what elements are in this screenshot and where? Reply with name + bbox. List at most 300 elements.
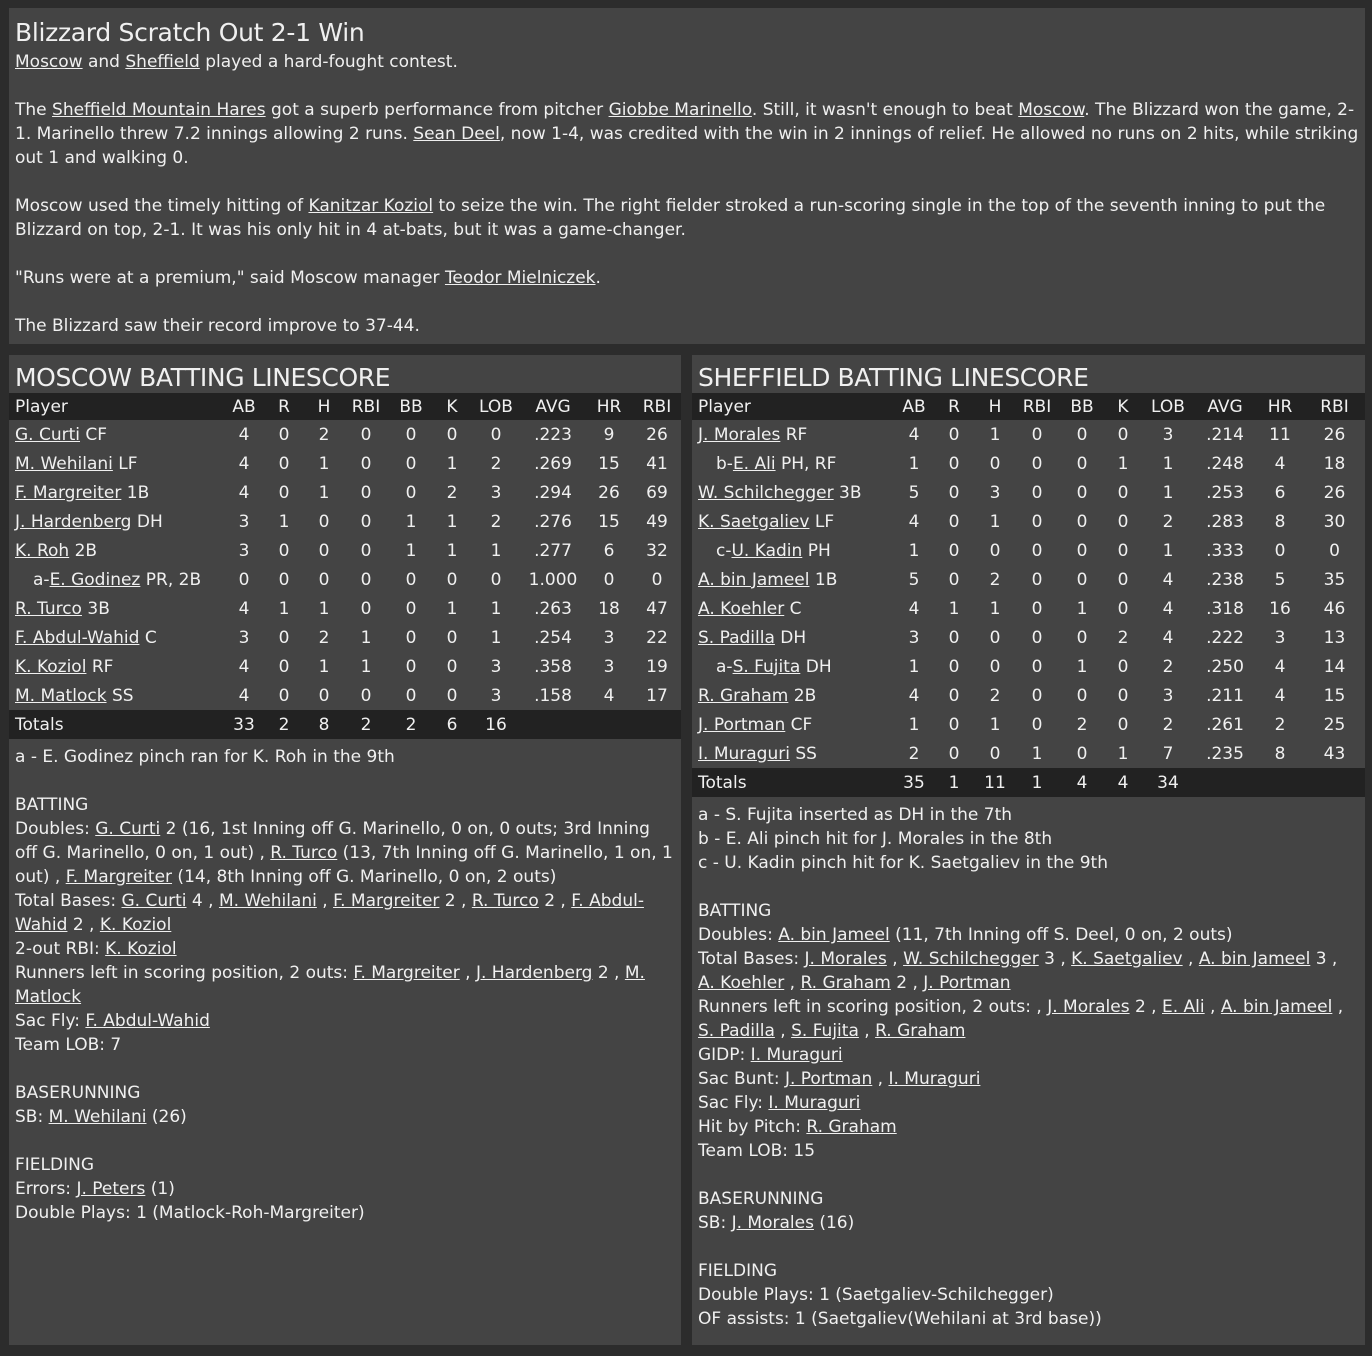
stat-h: 0 — [318, 540, 330, 561]
note-text: BATTING — [15, 795, 89, 815]
player-link-e-ali[interactable]: E. Ali — [732, 453, 776, 474]
player-link-i-muraguri[interactable]: I. Muraguri — [750, 1045, 843, 1065]
stat-rbi: 49 — [646, 511, 668, 532]
player-link-e-ali[interactable]: E. Ali — [1162, 997, 1205, 1017]
player-link-j-portman[interactable]: J. Portman — [784, 1069, 873, 1089]
player-link-a-koehler[interactable]: A. Koehler — [698, 598, 785, 619]
stat-lob: 1 — [1162, 453, 1174, 474]
totals-row — [692, 768, 1365, 797]
stat-rbi: 43 — [1323, 743, 1346, 764]
stat-k: 1 — [446, 453, 458, 474]
note-line — [15, 889, 675, 937]
note-text: (16) — [813, 1213, 855, 1233]
total-rbi: 2 — [360, 714, 372, 735]
player-link-a-bin-jameel[interactable]: A. bin Jameel — [1220, 997, 1333, 1017]
stat-lob: 3 — [490, 482, 502, 503]
player-position: LF — [809, 511, 835, 532]
total-h: 11 — [984, 772, 1006, 793]
player-link-r-graham[interactable]: R. Graham — [698, 685, 789, 706]
player-link-s-fujita[interactable]: S. Fujita — [791, 1021, 859, 1041]
stat-ab: 5 — [908, 482, 920, 503]
note-line — [15, 1081, 675, 1105]
note-line — [698, 1211, 1359, 1235]
note-line — [698, 1187, 1359, 1211]
player-link-a-bin-jameel[interactable]: A. bin Jameel — [698, 569, 810, 590]
table-row — [692, 652, 1365, 681]
note-text: (13, 7th Inning off G. Marinello, 1 on, 1 out) , — [15, 843, 673, 887]
stat-r: 0 — [278, 685, 290, 706]
player-position: PR, 2B — [140, 569, 202, 590]
note-line — [698, 1043, 1359, 1067]
player-cell — [692, 681, 896, 710]
stat-lob: 3 — [490, 685, 502, 706]
player-link-m-wehilani[interactable]: M. Wehilani — [218, 891, 317, 911]
stat-bb: 0 — [405, 424, 417, 445]
stat-lob: 2 — [490, 453, 502, 474]
player-link-u-kadin[interactable]: U. Kadin — [731, 540, 803, 561]
player-link-i-muraguri[interactable]: I. Muraguri — [888, 1069, 981, 1089]
player-link-j-portman[interactable]: J. Portman — [923, 973, 1011, 993]
stat-avg: .214 — [1206, 424, 1244, 445]
stat-ab: 1 — [908, 453, 920, 474]
player-link-kanitzar-koziol[interactable]: Kanitzar Koziol — [308, 196, 434, 216]
stat-avg: .254 — [534, 627, 572, 648]
player-position: PH — [802, 540, 831, 561]
stat-lob: 2 — [490, 511, 502, 532]
column-header-player: Player — [698, 396, 751, 417]
column-header-r: R — [948, 396, 960, 417]
player-link-m-wehilani[interactable]: M. Wehilani — [48, 1107, 147, 1127]
stat-k: 0 — [1117, 714, 1129, 735]
player-link-m-matlock[interactable]: M. Matlock — [15, 963, 645, 1007]
column-header-h: H — [988, 396, 1002, 417]
table-row — [9, 536, 681, 565]
note-text: Sac Bunt: — [698, 1069, 785, 1089]
note-line — [698, 1115, 1359, 1139]
stat-lob: 4 — [1162, 569, 1174, 590]
player-cell — [9, 478, 225, 507]
note-text: , — [316, 891, 334, 911]
total-rbi: 1 — [1031, 772, 1043, 793]
column-header-bb: BB — [1070, 396, 1094, 417]
total-bb: 2 — [405, 714, 417, 735]
note-line — [698, 803, 1359, 827]
stat-hr: 26 — [598, 482, 620, 503]
player-position: LF — [112, 453, 138, 474]
player-cell — [692, 652, 896, 681]
player-link-j-morales[interactable]: J. Morales — [804, 949, 887, 969]
stat-ab: 4 — [908, 598, 920, 619]
table-row — [692, 623, 1365, 652]
player-link-f-margreiter[interactable]: F. Margreiter — [65, 867, 173, 887]
stat-bb: 1 — [405, 540, 417, 561]
note-text: (11, 7th Inning off S. Deel, 0 on, 2 outs) — [889, 925, 1233, 945]
player-link-k-roh[interactable]: K. Roh — [15, 540, 70, 561]
team-link-sheffield[interactable]: Sheffield — [125, 52, 200, 72]
stat-rbi: 1 — [1031, 743, 1043, 764]
note-text: 2 , — [67, 915, 100, 935]
stat-avg: .318 — [1206, 598, 1244, 619]
stat-r: 1 — [278, 598, 290, 619]
player-link-s-fujita[interactable]: S. Fujita — [732, 656, 801, 677]
table-row — [692, 739, 1365, 768]
stat-hr: 4 — [1274, 453, 1286, 474]
stat-hr: 18 — [598, 598, 620, 619]
stat-ab: 3 — [238, 627, 250, 648]
stat-hr: 11 — [1269, 424, 1291, 445]
player-position: DH — [774, 627, 807, 648]
player-link-k-koziol[interactable]: K. Koziol — [99, 915, 172, 935]
stat-k: 0 — [1117, 656, 1129, 677]
player-cell — [692, 536, 896, 565]
note-text: Sac Fly: — [15, 1011, 86, 1031]
stat-ab: 4 — [238, 424, 250, 445]
team-link-sheffield-mountain-hares[interactable]: Sheffield Mountain Hares — [52, 100, 266, 120]
note-text: , — [872, 1069, 889, 1089]
stat-lob: 3 — [490, 656, 502, 677]
stat-rbi: 0 — [360, 598, 372, 619]
stat-avg: .294 — [534, 482, 572, 503]
player-position: SS — [789, 743, 817, 764]
player-link-j-morales[interactable]: J. Morales — [698, 424, 781, 445]
moscow-game-notes — [9, 739, 681, 1231]
stat-h: 1 — [318, 656, 330, 677]
player-link-f-abdul-wahid[interactable]: F. Abdul-Wahid — [15, 627, 140, 648]
note-text: 2-out RBI: — [15, 939, 106, 959]
note-text: Double Plays: 1 (Saetgaliev-Schilchegger) — [698, 1285, 1054, 1305]
stat-rbi: 0 — [1031, 424, 1043, 445]
player-link-g-curti[interactable]: G. Curti — [15, 424, 81, 445]
player-link-e-godinez[interactable]: E. Godinez — [49, 569, 141, 590]
player-link-r-graham[interactable]: R. Graham — [875, 1021, 966, 1041]
player-link-f-margreiter[interactable]: F. Margreiter — [15, 482, 122, 503]
note-text: 2 (16, 1st Inning off G. Marinello, 0 on, 0 outs; 3rd Inning off G. Marinello, 0 on, 1 out) , — [15, 819, 650, 863]
stat-bb: 0 — [405, 569, 417, 590]
player-link-r-graham[interactable]: R. Graham — [800, 973, 891, 993]
note-text: Hit by Pitch: — [698, 1117, 807, 1137]
player-link-g-curti[interactable]: G. Curti — [95, 819, 161, 839]
player-position: 3B — [833, 482, 862, 503]
note-line — [15, 817, 675, 889]
stat-rbi: 0 — [1031, 453, 1043, 474]
stat-bb: 0 — [1076, 685, 1088, 706]
note-text: BASERUNNING — [698, 1189, 824, 1209]
stat-h: 0 — [318, 685, 330, 706]
stat-ab: 2 — [908, 743, 920, 764]
player-cell — [9, 420, 225, 449]
note-line — [698, 899, 1359, 923]
note-line — [15, 793, 675, 817]
note-line — [15, 1201, 675, 1225]
stat-lob: 0 — [490, 569, 502, 590]
story-paragraph-5: The Blizzard saw their record improve to 37-44. — [15, 316, 420, 336]
note-text: c - U. Kadin pinch hit for K. Saetgaliev in the 9th — [698, 853, 1108, 873]
player-link-i-muraguri[interactable]: I. Muraguri — [768, 1093, 861, 1113]
note-line — [698, 1091, 1359, 1115]
player-link-f-abdul-wahid[interactable]: F. Abdul-Wahid — [15, 891, 644, 935]
stat-rbi: 30 — [1323, 511, 1346, 532]
stat-r: 0 — [948, 540, 960, 561]
column-header-rbi: RBI — [1320, 396, 1349, 417]
stat-h: 0 — [989, 453, 1001, 474]
stat-r: 0 — [278, 627, 290, 648]
note-text: , — [784, 973, 801, 993]
note-line — [15, 745, 675, 769]
stat-hr: 15 — [598, 453, 620, 474]
stat-r: 0 — [278, 482, 290, 503]
player-position: C — [139, 627, 157, 648]
stat-bb: 0 — [405, 656, 417, 677]
note-text: SB: — [698, 1213, 732, 1233]
stat-ab: 4 — [238, 656, 250, 677]
stat-hr: 9 — [603, 424, 615, 445]
stat-rbi: 0 — [1031, 482, 1043, 503]
player-cell — [692, 420, 896, 449]
sheffield-linescore-title: SHEFFIELD BATTING LINESCORE — [698, 363, 1089, 392]
stat-hr: 0 — [1274, 540, 1286, 561]
stat-rbi: 1 — [360, 656, 372, 677]
player-link-j-morales[interactable]: J. Morales — [731, 1213, 814, 1233]
player-link-g-curti[interactable]: G. Curti — [121, 891, 187, 911]
sheffield-batting-panel — [692, 355, 1365, 1345]
story-paragraph-2: The Sheffield Mountain Hares got a superb performance from pitcher Giobbe Marinello. Still, it wasn't enough to beat Moscow. The Blizzard won the game, 2-1. Marinello threw 7.2 innings allowing 2 runs. Sean Deel, now 1-4, was credited with the win in 2 innings of relief. He allowed no runs on 2 hits, while striking out 1 and walking 0. — [15, 100, 1359, 168]
stat-hr: 3 — [603, 656, 615, 677]
stat-rbi: 46 — [1323, 598, 1346, 619]
stat-lob: 1 — [1162, 482, 1174, 503]
stat-avg: .358 — [534, 656, 572, 677]
stat-h: 0 — [989, 627, 1001, 648]
total-bb: 4 — [1076, 772, 1088, 793]
spacer — [15, 1057, 675, 1081]
stat-avg: .223 — [534, 424, 572, 445]
stat-k: 0 — [1117, 598, 1129, 619]
stat-hr: 6 — [1274, 482, 1286, 503]
player-link-i-muraguri[interactable]: I. Muraguri — [698, 743, 790, 764]
stat-r: 0 — [948, 743, 960, 764]
player-link-j-hardenberg[interactable]: J. Hardenberg — [15, 511, 132, 532]
note-line — [15, 1033, 675, 1057]
player-link-r-turco[interactable]: R. Turco — [270, 843, 338, 863]
stat-ab: 3 — [908, 627, 920, 648]
note-line — [698, 1259, 1359, 1283]
column-header-k: K — [1117, 396, 1129, 417]
player-position: C — [784, 598, 802, 619]
column-header-hr: HR — [596, 396, 622, 417]
stat-ab: 3 — [238, 540, 250, 561]
player-cell — [9, 681, 225, 710]
stat-avg: .248 — [1206, 453, 1244, 474]
stat-rbi: 18 — [1323, 453, 1346, 474]
column-header-rbi: RBI — [642, 396, 672, 417]
player-link-giobbe-marinello[interactable]: Giobbe Marinello — [608, 100, 752, 120]
stat-r: 0 — [948, 685, 960, 706]
player-link-r-turco[interactable]: R. Turco — [15, 598, 82, 619]
player-link-j-portman[interactable]: J. Portman — [698, 714, 786, 735]
player-link-w-schilchegger[interactable]: W. Schilchegger — [698, 482, 834, 503]
note-text: Sac Fly: — [698, 1093, 769, 1113]
player-link-j-hardenberg[interactable]: J. Hardenberg — [475, 963, 593, 983]
note-text: Total Bases: — [698, 949, 805, 969]
note-text: , — [1332, 997, 1344, 1017]
stat-k: 1 — [446, 540, 458, 561]
player-cell — [9, 449, 225, 478]
stat-lob: 2 — [1162, 511, 1174, 532]
stat-rbi: 26 — [1323, 424, 1346, 445]
player-position: RF — [780, 424, 808, 445]
stat-k: 0 — [446, 569, 458, 590]
player-link-k-koziol[interactable]: K. Koziol — [105, 939, 177, 959]
player-link-m-wehilani[interactable]: M. Wehilani — [15, 453, 113, 474]
stat-ab: 1 — [908, 656, 920, 677]
stat-lob: 3 — [1162, 685, 1174, 706]
stat-h: 1 — [318, 453, 330, 474]
stat-h: 1 — [989, 424, 1001, 445]
player-link-k-saetgaliev[interactable]: K. Saetgaliev — [698, 511, 810, 532]
stat-bb: 0 — [1076, 569, 1088, 590]
player-position: 3B — [81, 598, 110, 619]
note-line — [698, 1139, 1359, 1163]
note-text: (1) — [145, 1179, 175, 1199]
sheffield-game-notes — [692, 797, 1365, 1337]
stat-hr: 8 — [1274, 511, 1286, 532]
table-row — [692, 565, 1365, 594]
stat-lob: 1 — [490, 540, 502, 561]
stat-k: 0 — [1117, 511, 1129, 532]
stat-r: 1 — [948, 598, 960, 619]
stat-rbi: 26 — [646, 424, 668, 445]
moscow-linescore-title: MOSCOW BATTING LINESCORE — [15, 363, 391, 392]
note-line — [698, 1283, 1359, 1307]
table-header — [9, 393, 681, 420]
note-text: 4 , — [186, 891, 219, 911]
player-link-a-bin-jameel[interactable]: A. bin Jameel — [778, 925, 890, 945]
stat-rbi: 26 — [1323, 482, 1346, 503]
player-link-r-turco[interactable]: R. Turco — [471, 891, 539, 911]
player-link-w-schilchegger[interactable]: W. Schilchegger — [903, 949, 1039, 969]
player-link-f-margreiter[interactable]: F. Margreiter — [353, 963, 460, 983]
note-text: 2 , — [1129, 997, 1162, 1017]
note-line — [698, 923, 1359, 947]
stat-avg: .277 — [534, 540, 572, 561]
note-text: BASERUNNING — [15, 1083, 141, 1103]
player-link-sean-deel[interactable]: Sean Deel — [413, 124, 500, 144]
stat-rbi: 14 — [1323, 656, 1346, 677]
team-link-moscow-2[interactable]: Moscow — [1018, 100, 1085, 120]
stat-r: 0 — [948, 656, 960, 677]
manager-link-teodor-mielniczek[interactable]: Teodor Mielniczek — [444, 268, 596, 288]
totals-row — [9, 710, 681, 739]
stat-bb: 0 — [1076, 453, 1088, 474]
stat-h: 1 — [989, 714, 1001, 735]
note-text: , — [1204, 997, 1221, 1017]
stat-r: 0 — [278, 453, 290, 474]
player-cell — [692, 478, 896, 507]
stat-bb: 0 — [405, 482, 417, 503]
stat-rbi: 0 — [360, 685, 372, 706]
stat-k: 1 — [1117, 743, 1129, 764]
note-text: Double Plays: 1 (Matlock-Roh-Margreiter) — [15, 1203, 365, 1223]
total-h: 8 — [318, 714, 330, 735]
table-row — [692, 449, 1365, 478]
stat-ab: 1 — [908, 540, 920, 561]
stat-ab: 1 — [908, 714, 920, 735]
player-position: CF — [785, 714, 813, 735]
player-position: 1B — [121, 482, 150, 503]
totals-label: Totals — [698, 772, 747, 793]
player-link-a-bin-jameel[interactable]: A. bin Jameel — [1198, 949, 1311, 969]
stat-ab: 4 — [908, 424, 920, 445]
stat-rbi: 35 — [1323, 569, 1346, 590]
stat-hr: 6 — [603, 540, 615, 561]
stat-r: 0 — [278, 656, 290, 677]
game-story — [9, 8, 1365, 344]
player-link-k-koziol[interactable]: K. Koziol — [15, 656, 87, 677]
table-row — [692, 507, 1365, 536]
stat-avg: .238 — [1206, 569, 1244, 590]
note-line — [698, 1307, 1359, 1331]
stat-rbi: 15 — [1323, 685, 1346, 706]
note-line — [698, 851, 1359, 875]
spacer — [698, 1235, 1359, 1259]
player-link-m-matlock[interactable]: M. Matlock — [15, 685, 107, 706]
note-text: 3 , — [1310, 949, 1338, 969]
stat-hr: 4 — [1274, 656, 1286, 677]
team-link-moscow[interactable]: Moscow — [15, 52, 83, 72]
player-position: RF — [86, 656, 114, 677]
stat-bb: 0 — [1076, 424, 1088, 445]
player-cell — [9, 594, 225, 623]
player-link-s-padilla[interactable]: S. Padilla — [698, 627, 775, 648]
player-cell — [9, 565, 225, 594]
stat-r: 1 — [278, 511, 290, 532]
total-ab: 33 — [233, 714, 255, 735]
player-link-r-graham[interactable]: R. Graham — [806, 1117, 897, 1137]
note-line — [15, 1153, 675, 1177]
player-link-f-abdul-wahid[interactable]: F. Abdul-Wahid — [85, 1011, 210, 1031]
total-rbi — [1304, 768, 1365, 797]
stat-lob: 0 — [490, 424, 502, 445]
stat-hr: 3 — [603, 627, 615, 648]
note-line — [15, 937, 675, 961]
spacer — [698, 875, 1359, 899]
player-link-j-morales[interactable]: J. Morales — [1047, 997, 1130, 1017]
column-header-avg: AVG — [1207, 396, 1243, 417]
player-link-a-koehler[interactable]: A. Koehler — [698, 973, 785, 993]
note-line — [15, 1009, 675, 1033]
note-line — [698, 1067, 1359, 1091]
stat-lob: 7 — [1162, 743, 1174, 764]
total-r: 2 — [278, 714, 290, 735]
sub-prefix: c- — [716, 540, 732, 561]
stat-h: 0 — [318, 511, 330, 532]
stat-k: 1 — [446, 511, 458, 532]
note-line — [15, 1177, 675, 1201]
player-link-k-saetgaliev[interactable]: K. Saetgaliev — [1071, 949, 1183, 969]
moscow-batting-panel — [9, 355, 681, 1345]
stat-r: 0 — [948, 511, 960, 532]
table-row — [9, 652, 681, 681]
player-position: SS — [106, 685, 134, 706]
stat-rbi: 1 — [360, 627, 372, 648]
player-link-f-margreiter[interactable]: F. Margreiter — [333, 891, 440, 911]
stat-lob: 1 — [490, 598, 502, 619]
note-line — [698, 947, 1359, 995]
player-link-s-padilla[interactable]: S. Padilla — [698, 1021, 775, 1041]
player-cell — [9, 652, 225, 681]
player-link-j-peters[interactable]: J. Peters — [76, 1179, 146, 1199]
stat-ab: 4 — [238, 598, 250, 619]
stat-avg: .222 — [1206, 627, 1244, 648]
